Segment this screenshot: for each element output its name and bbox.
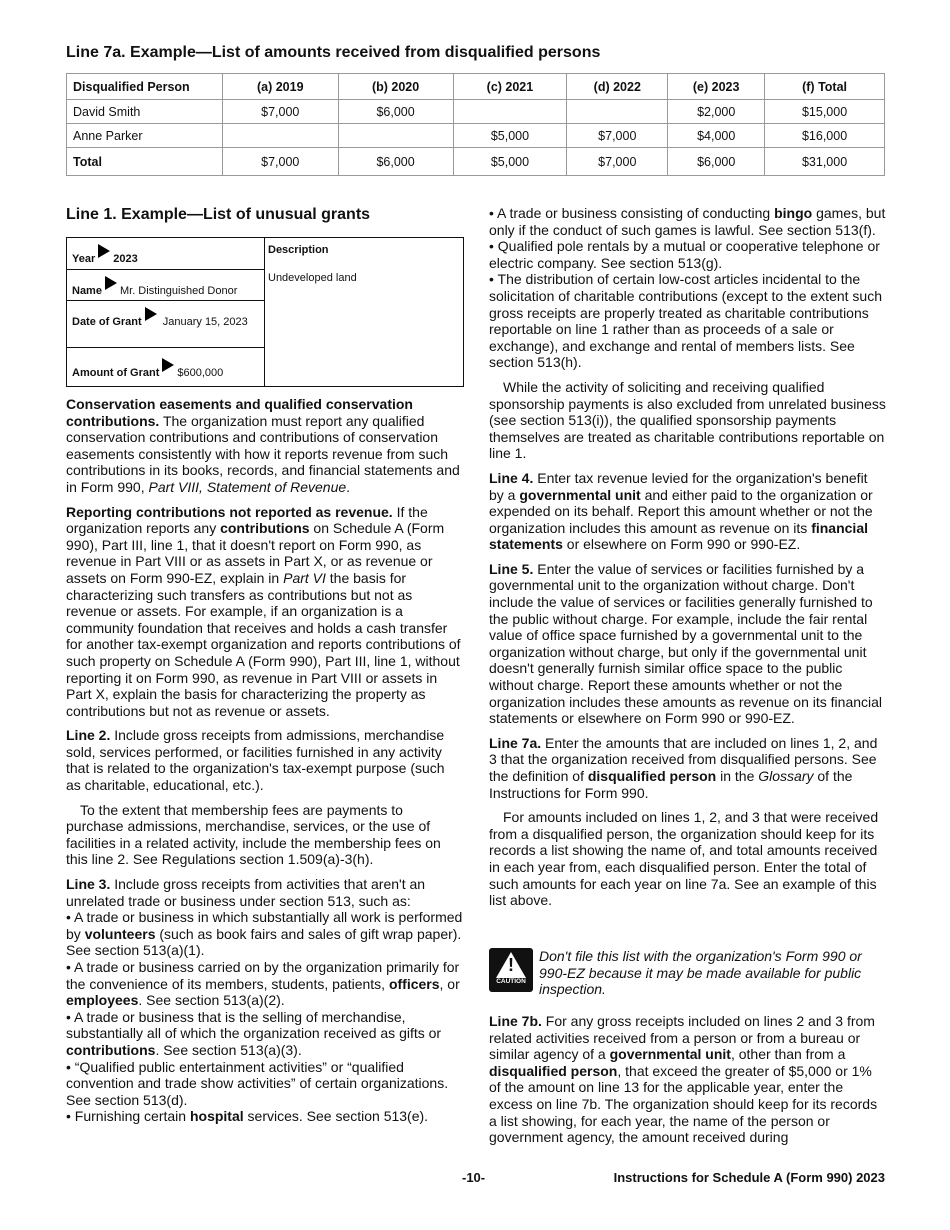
table-row	[67, 100, 885, 124]
bold-text: officers	[388, 975, 440, 992]
text-run: in the	[716, 768, 759, 784]
caution-text: Don't file this list with the organization's Form 990 or 990-EZ because it may be made available for public inspection.	[539, 948, 862, 998]
table-cell: $4,000	[668, 124, 765, 148]
text-run: . See section 513(a)(2).	[138, 992, 285, 1009]
bold-text: Line 7b.	[489, 1013, 542, 1029]
paragraph	[66, 876, 463, 909]
column-header: (e) 2023	[668, 74, 765, 100]
bold-text: Reporting contributions not reported as revenue.	[66, 503, 393, 520]
table-header-row	[67, 74, 885, 100]
table-cell: $15,000	[765, 100, 885, 124]
paragraph	[489, 1013, 886, 1146]
paragraph	[489, 735, 886, 801]
table-cell: David Smith	[67, 100, 223, 124]
text-run: • A trade or business consisting of conducting	[489, 205, 775, 221]
text-run: Include gross receipts from activities that aren't an unrelated trade or business under section 513, such as:	[66, 876, 426, 909]
text-run: .	[346, 478, 351, 495]
bold-text: Line 3.	[66, 876, 111, 893]
table-cell: $7,000	[222, 100, 338, 124]
name-cell	[67, 270, 264, 301]
text-run: For amounts included on lines 1, 2, and 3 that were received from a disqualified person, the organization should keep for its records a list showing the name of, and total amounts received in each year from, each disqualified person. Enter the total of such amounts for each year on line 7a. See an example of this list above.	[489, 809, 879, 909]
date-cell	[67, 301, 264, 348]
table-cell: $5,000	[453, 148, 567, 176]
description-label: Description	[268, 244, 329, 256]
text-run: If the organization reports any	[66, 503, 428, 537]
text-run: or elsewhere on Form 990 or 990-EZ.	[562, 536, 801, 553]
paragraph	[489, 379, 886, 462]
name-value: Mr. Distinguished Donor	[119, 285, 238, 297]
paragraph	[66, 396, 463, 496]
table-cell: $7,000	[567, 148, 668, 176]
text-run: on Schedule A (Form 990), Part III, line 1, that it doesn't report on Form 990, as revenue in Part VIII or as assets in Part X, or as revenue or assets on Form 990-EZ, explain in	[66, 520, 445, 586]
paragraph	[66, 1059, 463, 1109]
text-run: Enter the value of services or facilities furnished by a governmental unit to the organization without charge. Don't include the value of services or facilities generally furnished to the public without charge. For example, include the fair rental value of office space furnished by a governmental unit to the organization without charge, but only if the governmental unit doesn't generally furnish similar office space to the public without charge. Report these amounts whether or not the organization includes these amounts as revenue on its financial statements or elsewhere on Form 990 or 990-EZ.	[489, 560, 883, 727]
table-7a-title: Line 7a. Example—List of amounts received from disqualified persons	[66, 44, 601, 61]
table-cell: $2,000	[668, 100, 765, 124]
paragraph	[66, 802, 463, 868]
text-run: • Qualified pole rentals by a mutual or cooperative telephone or electric company. See section 513(g).	[489, 238, 880, 271]
text-run: the basis for characterizing such transfers as contributions but not as revenue or assets. For example, if an organization is a community foundation that receives and holds a cash transfer for another tax-exempt organization and reports contributions of such property on Schedule A (Form 990), Part III, line 1, without reporting it on Form 990, as revenue in Part VIII or assets in Part X, explain the basis for characterizing the property as contributions but not as revenue or assets.	[66, 569, 461, 719]
column-header: (d) 2022	[567, 74, 668, 100]
table-cell: $7,000	[567, 124, 668, 148]
text-run: and either paid to the organization or expended on its behalf. Report this amount whether or not the organization includes this amount as revenue on its	[489, 486, 873, 536]
text-run: • A trade or business in which substantially all work is performed by	[66, 909, 463, 942]
date-value: January 15, 2023	[162, 316, 248, 328]
text-run: Enter tax revenue levied for the organization's benefit by a	[489, 469, 868, 503]
text-run: of the Instructions for Form 990.	[489, 768, 853, 801]
paragraph	[66, 504, 463, 720]
text-run: Enter the amounts that are included on lines 1, 2, and 3 that the organization received from disqualified persons. See the definition of	[489, 734, 878, 784]
text-run: . See section 513(a)(3).	[155, 1041, 302, 1058]
column-header: (b) 2020	[338, 74, 453, 100]
footer-title: Instructions for Schedule A (Form 990) 2023	[613, 1170, 885, 1185]
paragraph	[489, 205, 886, 238]
arrow-icon	[162, 358, 174, 372]
text-run: (such as book fairs and sales of gift wrap paper). See section 513(a)(1).	[66, 925, 462, 959]
text-run: While the activity of soliciting and receiving qualified sponsorship payments is also excluded from unrelated business (see section 513(i)), the qualified sponsorship payments themselves are treated as charitable contributions reportable on line 1.	[489, 378, 886, 462]
bold-text: governmental unit	[609, 1046, 731, 1063]
disqualified-persons-table	[66, 73, 885, 176]
table-cell: $31,000	[765, 148, 885, 176]
bold-text: volunteers	[84, 925, 156, 942]
caution-icon: ! CAUTION	[489, 948, 533, 992]
bold-text: Line 4.	[489, 469, 534, 486]
table-cell: $7,000	[222, 148, 338, 176]
text-run: • Furnishing certain	[66, 1108, 190, 1125]
amount-cell	[67, 348, 264, 386]
text-run: • The distribution of certain low-cost articles incidental to the solicitation of charitable contributions (except to the extent such gross receipts are properly treated as charitable contributions reportable on line 1 rather than as proceeds of a sale or exchange), and exchange and rental of members lists. See section 513(h).	[489, 271, 882, 371]
right-column-text-2	[489, 1013, 886, 1154]
column-header: (c) 2021	[453, 74, 567, 100]
year-label: Year	[72, 253, 96, 265]
bold-text: bingo	[774, 205, 813, 221]
right-column-text	[489, 205, 886, 917]
bold-text: Line 2.	[66, 727, 111, 744]
table-cell: $5,000	[453, 124, 567, 148]
column-header: (a) 2019	[222, 74, 338, 100]
paragraph	[66, 909, 463, 959]
bold-text: Line 7a.	[489, 734, 542, 751]
italic-text: Glossary	[758, 768, 814, 784]
paragraph	[66, 959, 463, 1009]
paragraph	[489, 809, 886, 909]
arrow-icon	[145, 307, 157, 321]
amount-label: Amount of Grant	[72, 367, 160, 379]
text-run: • A trade or business carried on by the organization primarily for the convenience of its members, students, patients,	[66, 959, 460, 992]
text-run: , other than from a	[730, 1046, 846, 1063]
text-run: , or	[439, 975, 460, 992]
bold-text: contributions	[66, 1041, 156, 1058]
text-run: The organization must report any qualified conservation contributions and contributions of conservation easements consistently with how it reports revenue from such contributions in its books, records, and financial statements and in Form 990,	[66, 412, 460, 495]
bold-text: governmental unit	[519, 486, 641, 503]
paragraph	[66, 1108, 463, 1125]
text-run: games, but only if the conduct of such games is lawful. See section 513(f).	[489, 205, 886, 238]
italic-text: Part VIII, Statement of Revenue	[148, 478, 347, 495]
table-total-row	[67, 148, 885, 176]
paragraph	[489, 561, 886, 727]
paragraph	[66, 1009, 463, 1059]
arrow-icon	[98, 244, 110, 258]
table-cell	[338, 124, 453, 148]
paragraph	[66, 727, 463, 793]
text-run: services. See section 513(e).	[243, 1108, 429, 1125]
year-value: 2023	[113, 253, 138, 265]
caution-icon-label: CAUTION	[496, 978, 526, 986]
description-value: Undeveloped land	[268, 272, 357, 284]
table-cell: Total	[67, 148, 223, 176]
table-cell: $6,000	[338, 100, 453, 124]
amount-value: $600,000	[177, 367, 224, 379]
caution-note	[489, 940, 886, 998]
column-header: (f) Total	[765, 74, 885, 100]
text-run: To the extent that membership fees are payments to purchase admissions, merchandise, services, or the use of facilities in a related activity, include the membership fees on this line 2. See Regulations section 1.509(a)-3(h).	[66, 801, 441, 868]
table-cell: $6,000	[668, 148, 765, 176]
table-row	[67, 124, 885, 148]
paragraph	[489, 271, 886, 371]
bold-text: hospital	[189, 1108, 244, 1125]
table-cell: $6,000	[338, 148, 453, 176]
text-run: For any gross receipts included on lines 2 and 3 from related activities received from a person or from a bureau or similar agency of a	[489, 1013, 875, 1063]
bold-text: financial statements	[489, 519, 868, 553]
text-run: , that exceed the greater of $5,000 or 1% of the amount on line 13 for the applicable year, enter the excess on line 7b. The organization should keep for its records a list showing, for each year, the name of the person or government agency, the amount received during	[489, 1062, 878, 1146]
table-cell: Anne Parker	[67, 124, 223, 148]
bold-text: disqualified person	[489, 1062, 618, 1079]
text-run: • “Qualified public entertainment activities” or “qualified convention and trade show activities” of certain organizations. See section 513(d).	[66, 1058, 449, 1108]
paragraph	[489, 470, 886, 553]
unusual-grants-table	[66, 237, 464, 387]
bold-text: Line 5.	[489, 560, 534, 577]
table-cell	[567, 100, 668, 124]
paragraph	[489, 238, 886, 271]
italic-text: Part VI	[283, 569, 326, 586]
year-cell	[67, 238, 264, 270]
bold-text: employees	[66, 992, 139, 1009]
arrow-icon	[105, 276, 117, 290]
table-cell	[453, 100, 567, 124]
page-number: -10-	[462, 1170, 486, 1185]
bold-text: disqualified person	[587, 768, 717, 784]
table-cell	[222, 124, 338, 148]
text-run: • A trade or business that is the selling of merchandise, substantially all of which the organization received as gifts or	[66, 1008, 442, 1042]
text-run: Include gross receipts from admissions, merchandise sold, services performed, or facilities furnished in any activity that is related to the organization's tax-exempt purpose (such as charitable, educational, etc.).	[66, 727, 445, 794]
left-column-text	[66, 396, 463, 1133]
unusual-grants-title: Line 1. Example—List of unusual grants	[66, 206, 371, 223]
name-label: Name	[72, 285, 102, 297]
table-cell: $16,000	[765, 124, 885, 148]
bold-text: Conservation easements and qualified conservation contributions.	[66, 396, 413, 429]
bold-text: contributions	[220, 520, 310, 537]
date-label: Date of Grant	[72, 316, 142, 328]
column-header: Disqualified Person	[67, 74, 223, 100]
